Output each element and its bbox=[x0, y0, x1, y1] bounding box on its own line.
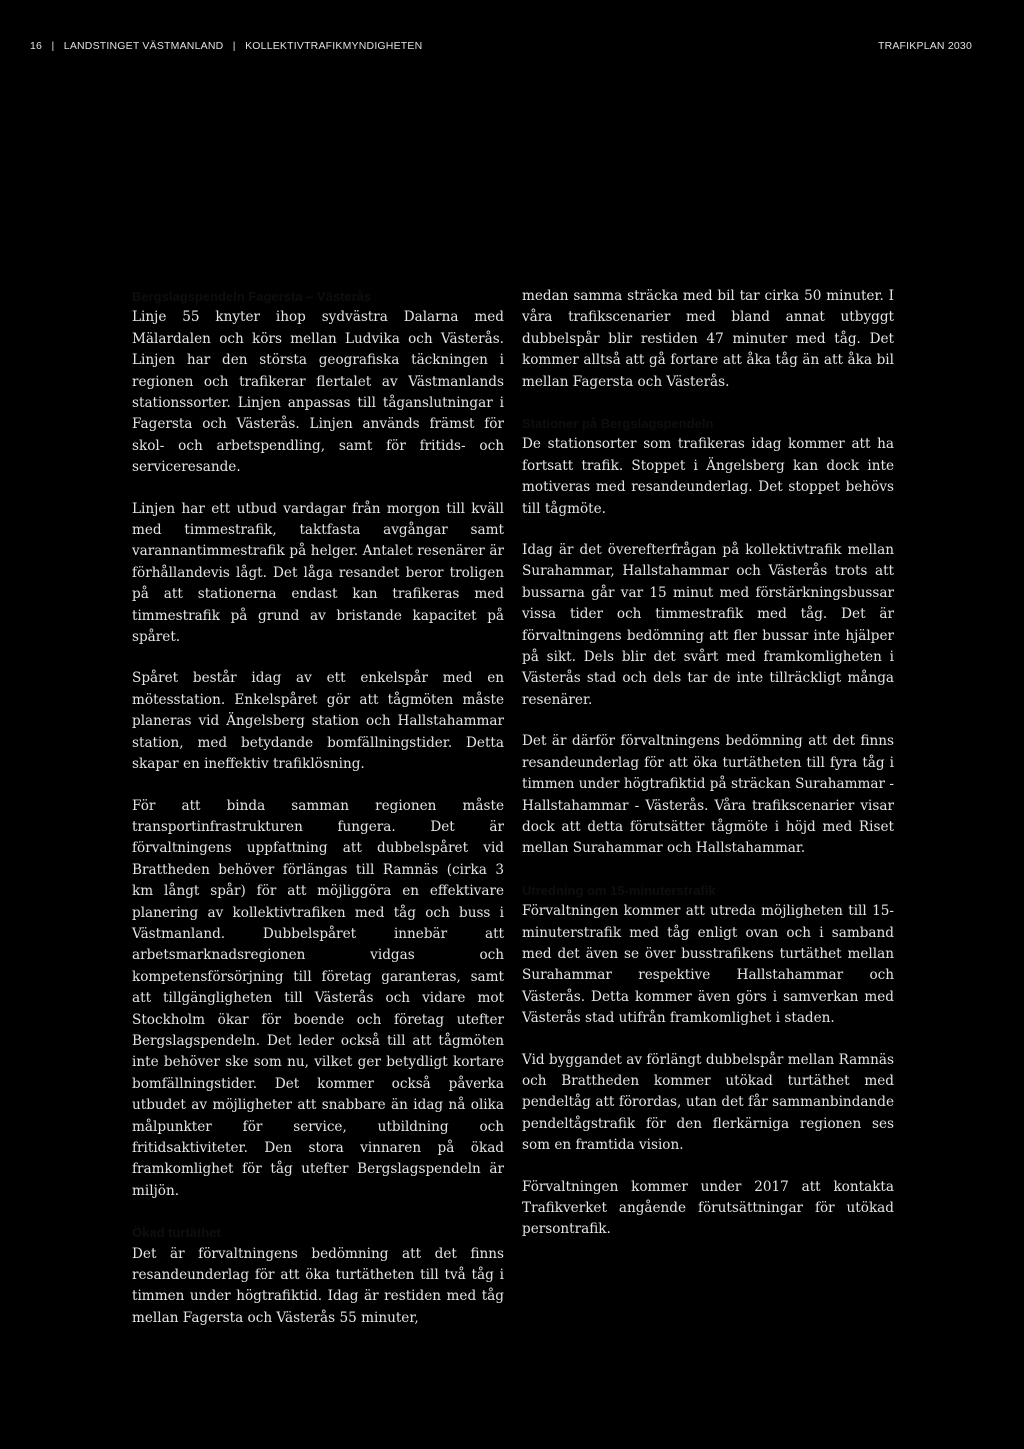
header-separator: | bbox=[51, 40, 55, 52]
paragraph: Det är förvaltningens bedömning att det finns resandeunderlag för att öka turtätheten till två tåg i timmen under högtrafiktid. Idag är restiden med tåg mellan Fagersta och Västerås 55 minuter, bbox=[132, 1245, 504, 1326]
paragraph: Idag är det överefterfrågan på kollektivtrafik mellan Surahammar, Hallstahammar och Västerås trots att bussarna går var 15 minut med förstärkningsbussar vissa tider och timmestrafik med tåg. Det är förvaltningens bedömning att fler bussar inte hjälper på sikt. Dels blir det svårt med framkomligheten i Västerås stad och dels tar de inte tillräckligt många resenärer. bbox=[522, 542, 894, 708]
right-column bbox=[522, 286, 894, 1241]
section-heading: Bergslagspendeln Fagersta – Västerås bbox=[132, 289, 372, 304]
paragraph: Vid byggandet av förlängt dubbelspår mellan Ramnäs och Brattheden kommer utökad turtäthet med pendeltåg att förordas, utan det får sammanbindande pendeltågstrafik för den flerkärniga regionen ses som en framtida vision. bbox=[522, 1051, 894, 1154]
header-doc-title: TRAFIKPLAN 2030 bbox=[877, 40, 972, 52]
paragraph: De stationsorter som trafikeras idag kommer att ha fortsatt trafik. Stoppet i Ängelsberg kan dock inte motiveras med resandeunderlag. Det stoppet behövs till tågmöte. bbox=[522, 436, 894, 517]
page-number: 16 bbox=[30, 40, 43, 52]
section-heading: Utredning om 15-minuterstrafik bbox=[522, 882, 716, 898]
header-org: LANDSTINGET VÄSTMANLAND bbox=[63, 40, 224, 52]
header-dept: KOLLEKTIVTRAFIKMYNDIGHETEN bbox=[245, 40, 423, 52]
page-header bbox=[30, 38, 972, 54]
header-separator: | bbox=[232, 40, 236, 52]
paragraph: Spåret består idag av ett enkelspår med en mötesstation. Enkelspåret gör att tågmöten måste planeras vid Ängelsberg station och Hallstahammar station, med betydande bomfällningstider. Detta skapar en ineffektiv trafiklösning. bbox=[132, 670, 504, 773]
paragraph: Förvaltningen kommer att utreda möjligheten till 15-minuterstrafik med tåg enligt ovan och i samband med det även se över busstrafikens turtäthet mellan Surahammar respektive Hallstahammar och Västerås. Detta kommer även görs i samverkan med Västerås stad utifrån framkomlighet i staden. bbox=[522, 903, 894, 1027]
paragraph: Linjen har ett utbud vardagar från morgon till kväll med timmestrafik, taktfasta avgångar samt varannantimmestrafik på helger. Antalet resenärer är förhållandevis lågt. Det låga resandet beror troligen på att stationerna endast kan trafikeras med timmestrafik på grund av bristande kapacitet på spåret. bbox=[132, 500, 504, 646]
header-left bbox=[30, 40, 422, 52]
paragraph: Förvaltningen kommer under 2017 att kontakta Trafikverket angående förutsättningar för utökad persontrafik. bbox=[522, 1178, 894, 1238]
paragraph: Linje 55 knyter ihop sydvästra Dalarna med Mälardalen och körs mellan Ludvika och Västerås. Linjen har den största geografiska täckningen i regionen och trafikerar flertalet av Västmanlands stationssorter. Linjen anpassas till tåganslutningar i Fagersta och Västerås. Linjen används främst för skol- och arbetspendling, samt för fritids- och serviceresande. bbox=[132, 309, 504, 476]
section-heading: Stationer på Bergslagspendeln bbox=[522, 416, 714, 432]
section-heading: Ökad turtäthet bbox=[132, 1225, 221, 1241]
paragraph: För att binda samman regionen måste transportinfrastrukturen fungera. Det är förvaltningens uppfattning att dubbelspåret vid Brattheden behöver förlängas till Ramnäs (cirka 3 km långt spår) för att möjliggöra en effektivare planering av kollektivtrafiken med tåg och buss i Västmanland. Dubbelspåret innebär att arbetsmarknadsregionen vidgas och kompetensförsörjning till företag garanteras, samt att tillgängligheten till Västerås och vidare mot Stockholm ökar för boende och företag utefter Bergslagspendeln. Det leder också till att tågmöten inte behöver ske som nu, vilket ger betydligt kortare bomfällningstider. Det kommer också påverka utbudet av möjligheter att snabbare än idag nå olika målpunkter för service, utbildning och fritidsaktiviteter. Den stora vinnaren på ökad framkomlighet för tåg utefter Bergslagspendeln är miljön. bbox=[132, 797, 504, 1199]
paragraph: Det är därför förvaltningens bedömning att det finns resandeunderlag för att öka turtätheten till fyra tåg i timmen under högtrafiktid på sträckan Surahammar - Hallstahammar - Västerås. Våra trafikscenarier visar dock att detta förutsätter tågmöte i höjd med Riset mellan Surahammar och Hallstahammar. bbox=[522, 733, 894, 857]
left-column bbox=[132, 286, 504, 1329]
paragraph: medan samma sträcka med bil tar cirka 50 minuter. I våra trafikscenarier med bland annat utbyggt dubbelspår blir restiden 47 minuter med tåg. Det kommer alltså att gå fortare att åka tåg än att åka bil mellan Fagersta och Västerås. bbox=[522, 288, 894, 390]
